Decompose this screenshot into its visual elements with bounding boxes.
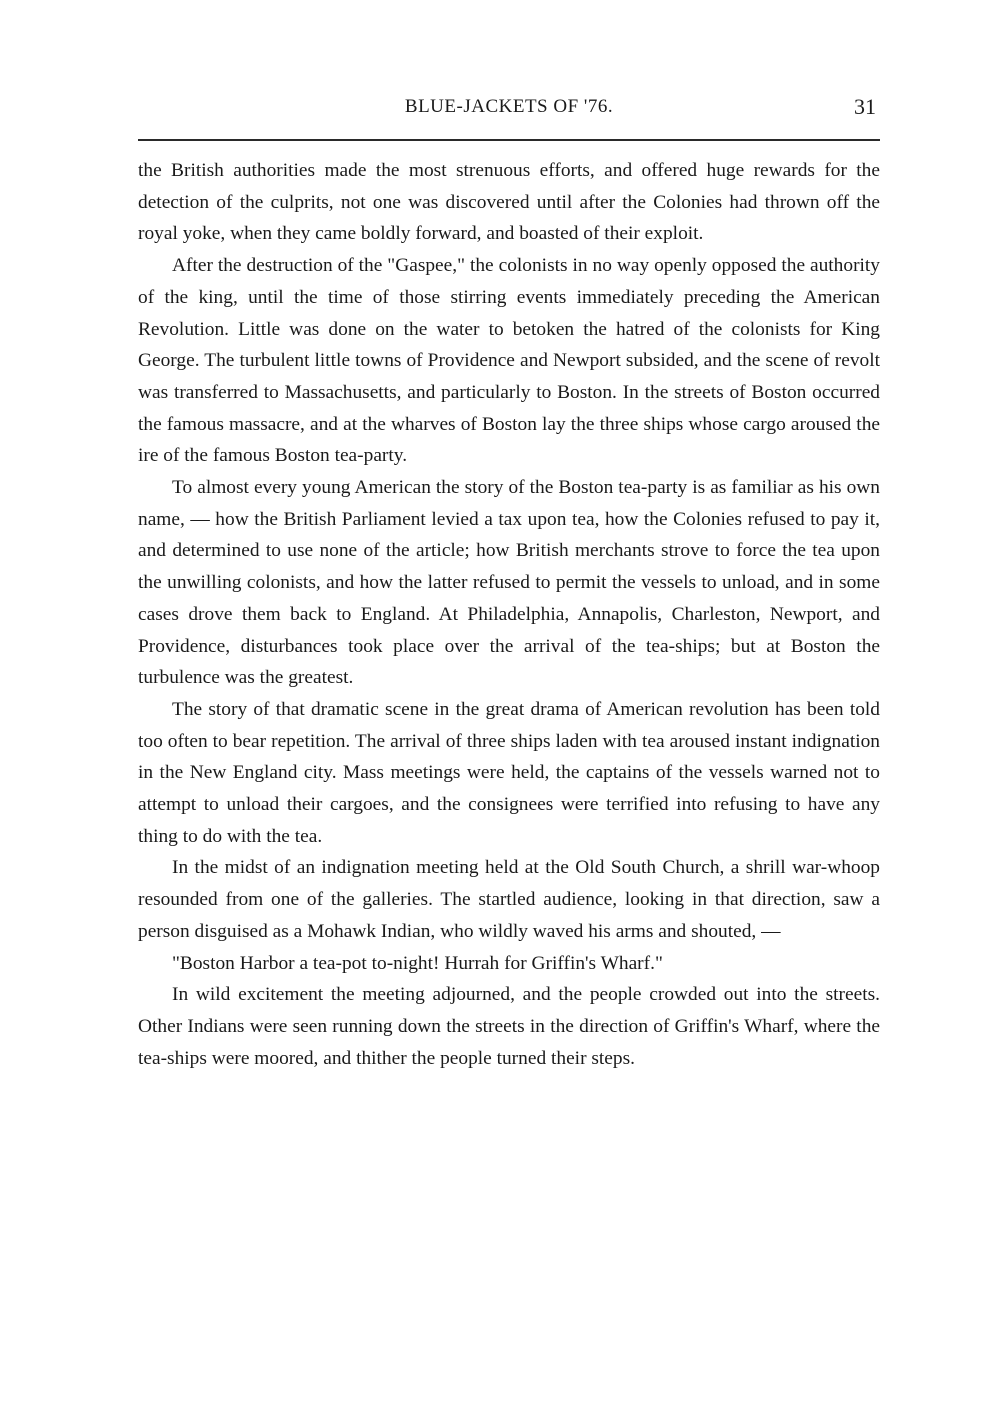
header-rule (138, 139, 880, 141)
paragraph-dramatic-scene: The story of that dramatic scene in the great drama of American revolution has been told too often to bear repetition. The arrival of three ships laden with tea aroused instant indignation in the New England city. Mass meetings were held, the captains of the vessels warned not to attempt to unload their cargoes, and the consignees were terrified into refusing to have any thing to do with the tea. (138, 698, 880, 847)
paragraph-quote: "Boston Harbor a tea-pot to-night! Hurrah for Griffin's Wharf." (172, 952, 663, 974)
paragraph-continued: the British authorities made the most strenuous efforts, and offered huge rewards for the detection of the culprits, not one was discovered until after the Colonies had thrown off the royal yoke, when they came boldly forward, and boasted of their exploit. (138, 160, 880, 245)
running-head (138, 96, 880, 126)
page-number: 31 (854, 94, 876, 119)
paragraph-tea-party: To almost every young American the story of the Boston tea-party is as familiar as his own name, — how the British Parliament levied a tax upon tea, how the Colonies refused to pay it, and determined to use none of the article; how British merchants strove to force the tea upon the unwilling colonists, and how the latter refused to permit the vessels to unload, and in some cases drove them back to England. At Philadelphia, Annapolis, Charleston, Newport, and Providence, disturbances took place over the arrival of the tea-ships; but at Boston the turbulence was the greatest. (138, 477, 880, 689)
running-title: BLUE-JACKETS OF '76. (404, 96, 614, 117)
paragraph-meeting-adjourned: In wild excitement the meeting adjourned, and the people crowded out into the streets. Other Indians were seen running down the streets in the direction of Griffin's Wharf, where the tea-ships were moored, and thither the people turned their steps. (138, 984, 880, 1069)
body-text (138, 155, 880, 1074)
paragraph-old-south-church: In the midst of an indignation meeting held at the Old South Church, a shrill war-whoop resounded from one of the galleries. The startled audience, looking in that direction, saw a person disguised as a Mohawk Indian, who wildly waved his arms and shouted, — (138, 857, 880, 942)
paragraph-gaspee: After the destruction of the "Gaspee," the colonists in no way openly opposed the authority of the king, until the time of those stirring events immediately preceding the American Revolution. Little was done on the water to betoken the hatred of the colonists for King George. The turbulent little towns of Providence and Newport subsided, and the scene of revolt was transferred to Massachusetts, and particularly to Boston. In the streets of Boston occurred the famous massacre, and at the wharves of Boston lay the three ships whose cargo aroused the ire of the famous Boston tea-party. (138, 255, 880, 467)
